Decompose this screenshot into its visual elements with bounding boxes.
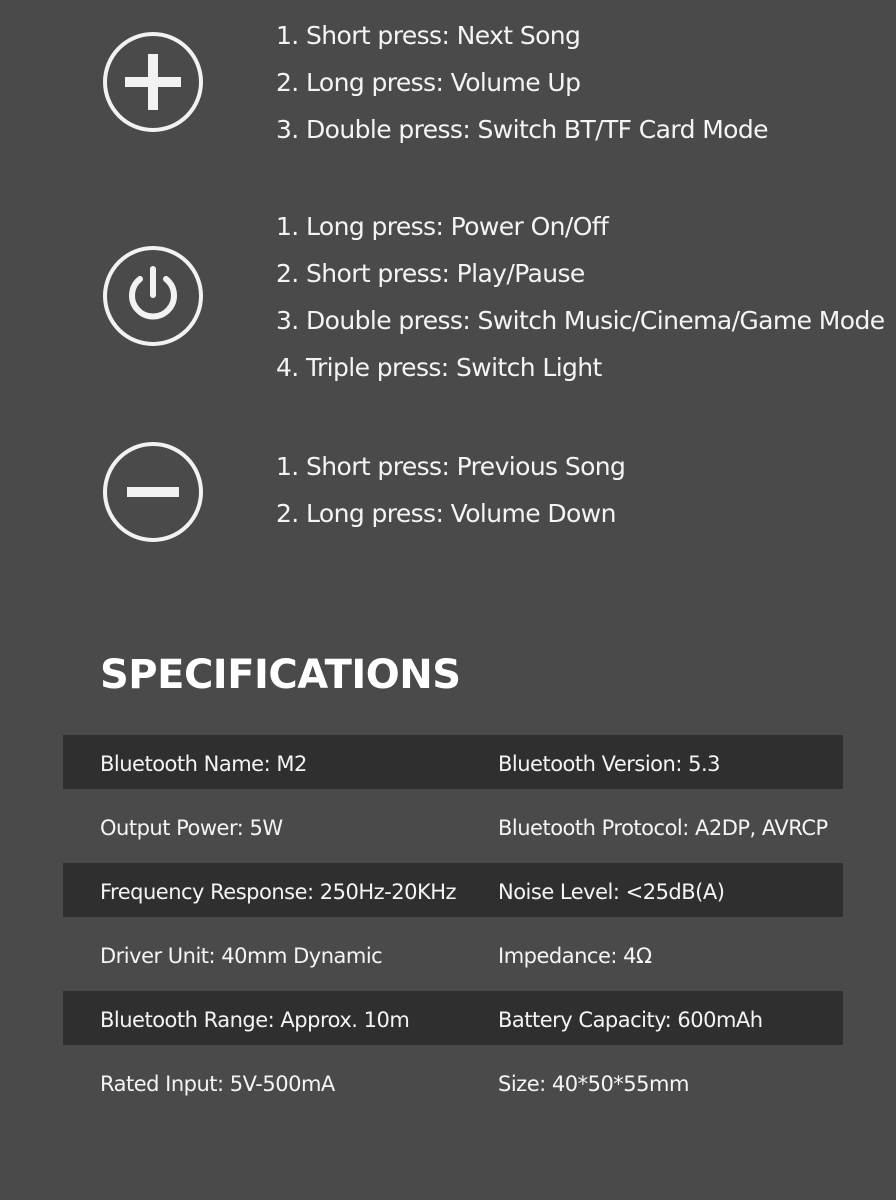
power-circle-icon	[102, 245, 204, 347]
spec-row	[63, 863, 843, 917]
instruction-item: 1. Short press: Next Song	[276, 21, 581, 50]
minus-instructions	[276, 443, 625, 537]
spec-cell: Bluetooth Version: 5.3	[498, 752, 720, 776]
power-instructions	[276, 203, 885, 391]
spec-cell: Bluetooth Range: Approx. 10m	[100, 1008, 410, 1032]
spec-row	[63, 799, 843, 853]
instruction-item: 1. Short press: Previous Song	[276, 452, 626, 481]
spec-row	[63, 991, 843, 1045]
spec-cell: Bluetooth Protocol: A2DP, AVRCP	[498, 816, 828, 840]
spec-cell: Rated Input: 5V-500mA	[100, 1072, 335, 1096]
spec-cell: Bluetooth Name: M2	[100, 752, 307, 776]
instruction-item: 2. Long press: Volume Down	[276, 499, 616, 528]
spec-row	[63, 927, 843, 981]
instruction-item: 2. Short press: Play/Pause	[276, 259, 585, 288]
spec-row	[63, 1055, 843, 1109]
specifications-title: SPECIFICATIONS	[100, 652, 461, 698]
specifications-table	[63, 735, 843, 1119]
instruction-item: 4. Triple press: Switch Light	[276, 353, 602, 382]
instruction-item: 3. Double press: Switch BT/TF Card Mode	[276, 115, 768, 144]
instruction-item: 2. Long press: Volume Up	[276, 68, 581, 97]
spec-cell: Frequency Response: 250Hz-20KHz	[100, 880, 457, 904]
spec-cell: Battery Capacity: 600mAh	[498, 1008, 763, 1032]
spec-cell: Output Power: 5W	[100, 816, 283, 840]
spec-row	[63, 735, 843, 789]
spec-cell: Impedance: 4Ω	[498, 944, 652, 968]
spec-cell: Driver Unit: 40mm Dynamic	[100, 944, 383, 968]
plus-circle-icon	[102, 31, 204, 133]
spec-cell: Noise Level: <25dB(A)	[498, 880, 725, 904]
instruction-item: 3. Double press: Switch Music/Cinema/Game Mode	[276, 306, 885, 335]
instruction-item: 1. Long press: Power On/Off	[276, 212, 609, 241]
spec-cell: Size: 40*50*55mm	[498, 1072, 689, 1096]
plus-instructions	[276, 12, 768, 153]
minus-circle-icon	[102, 441, 204, 543]
